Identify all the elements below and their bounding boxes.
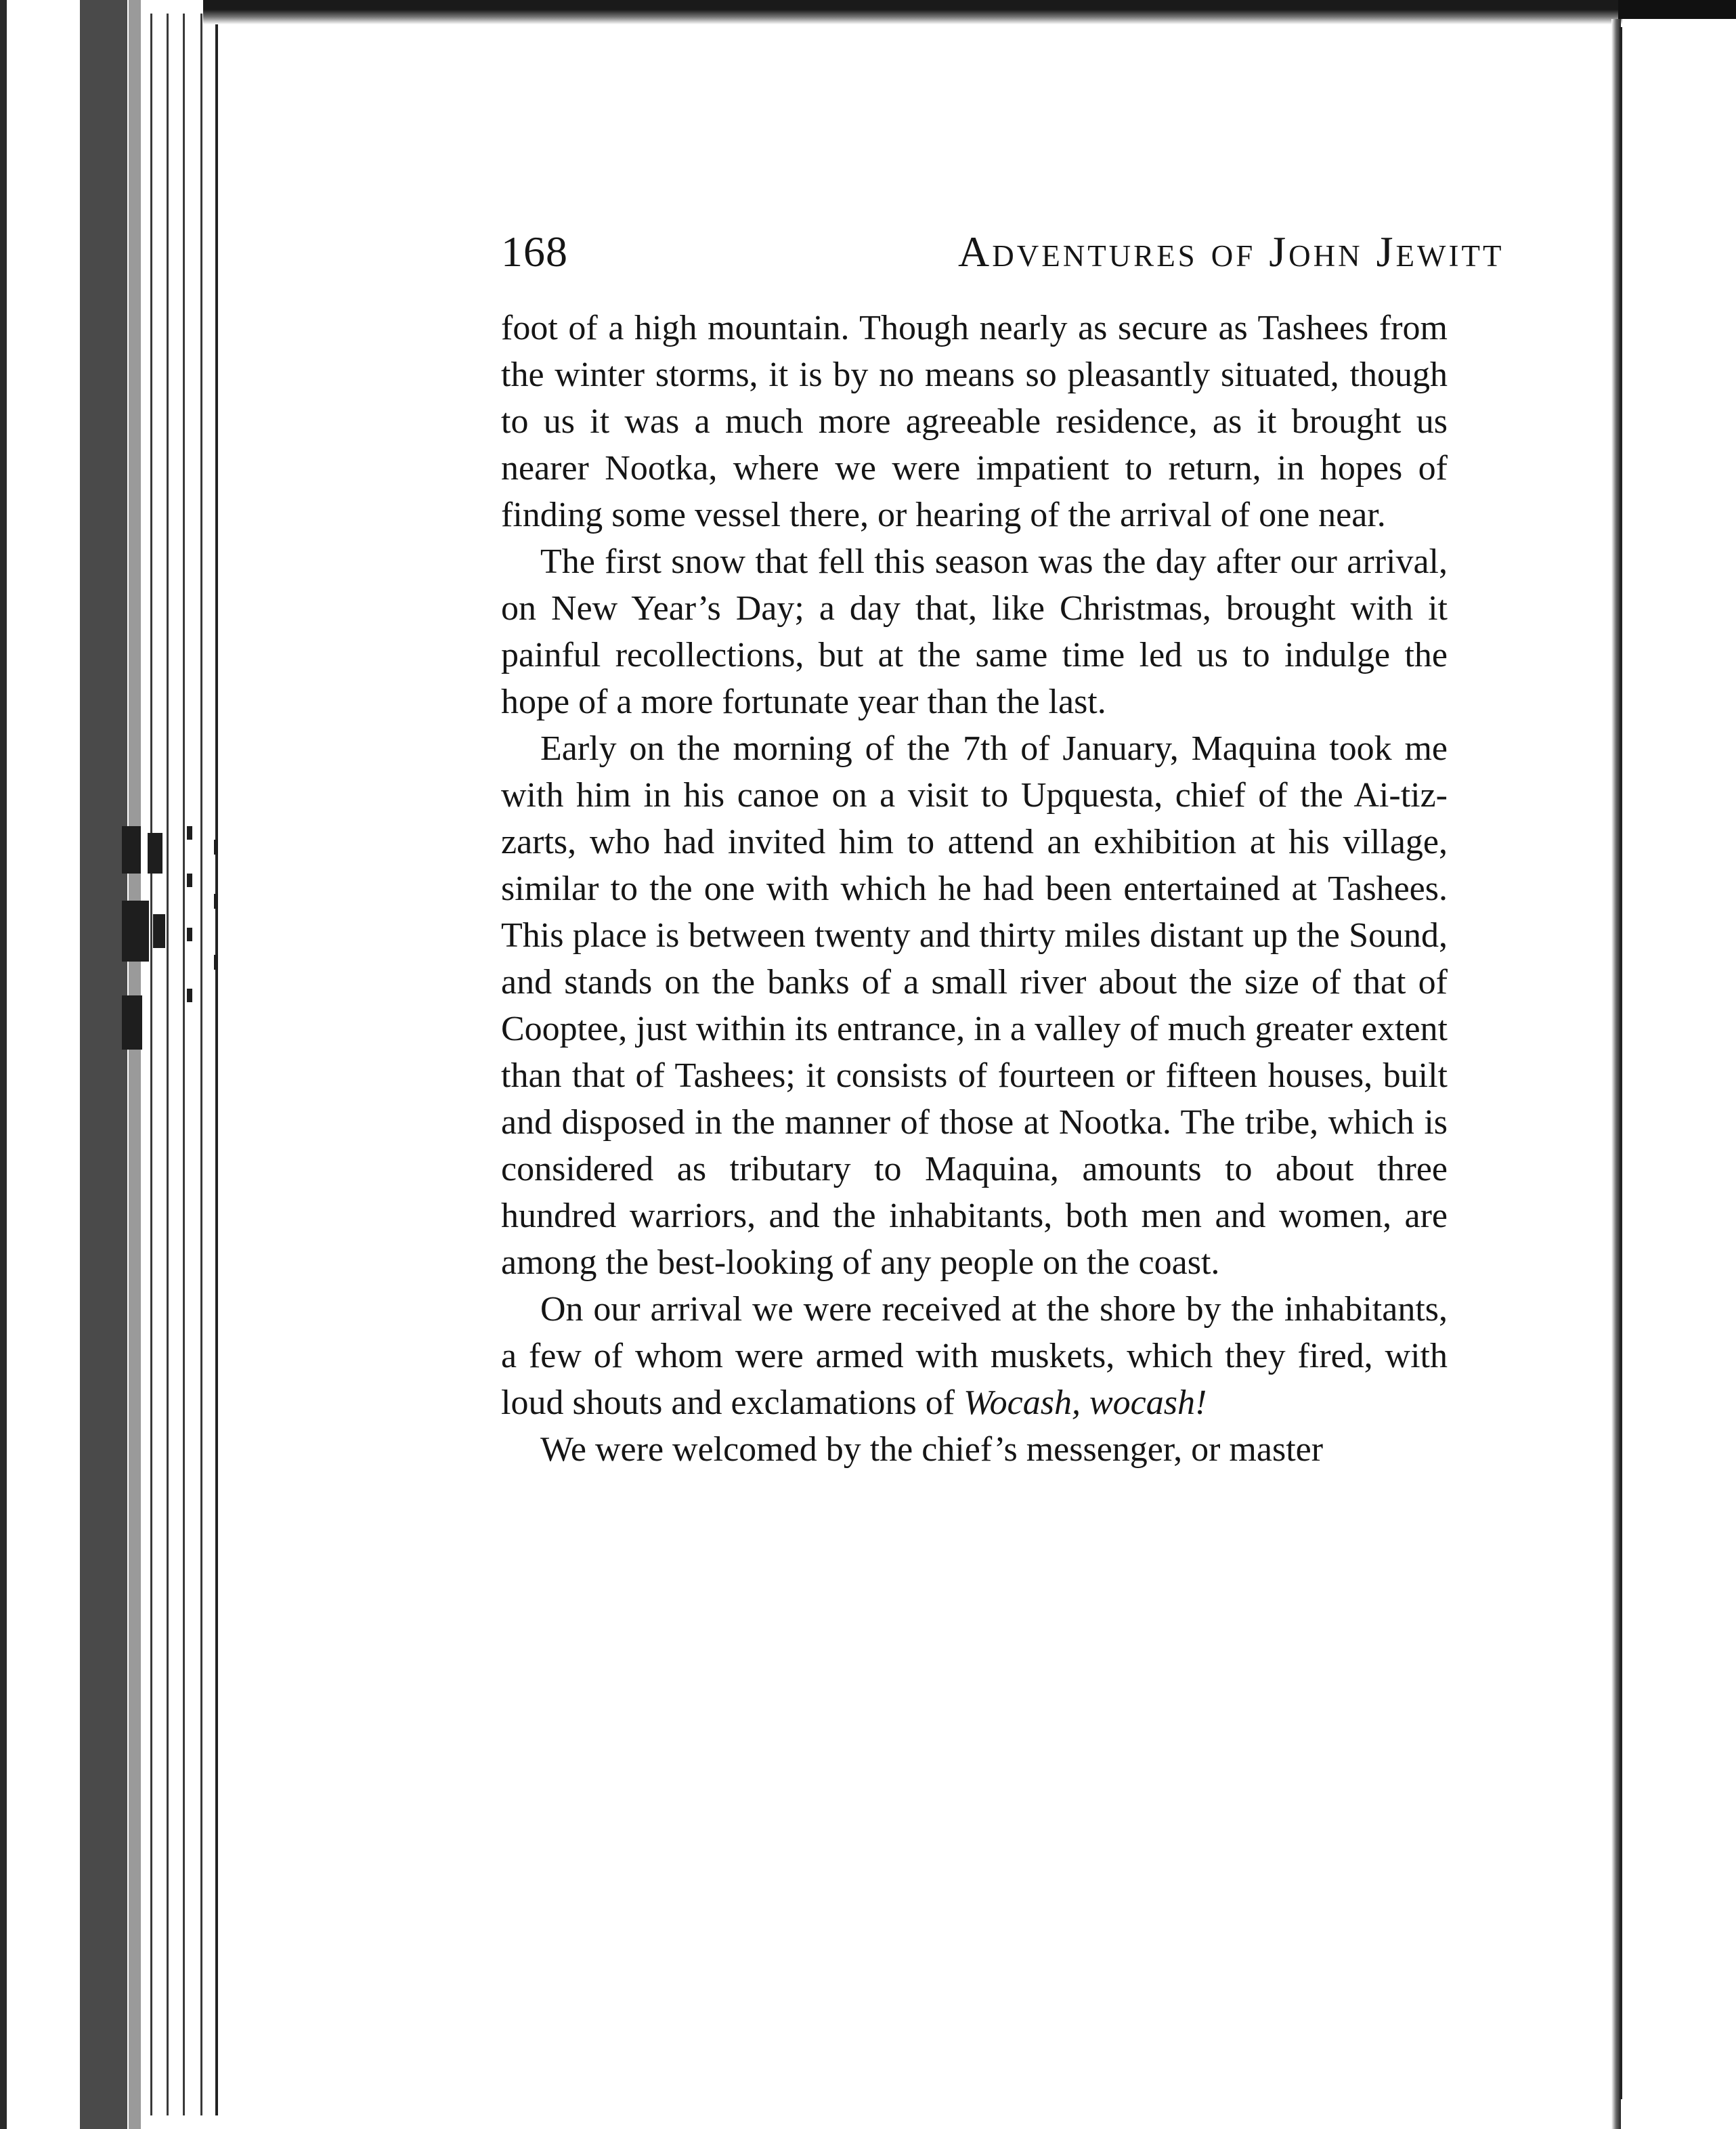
gutter-mark [187, 826, 192, 840]
paragraph-4-text: On our arrival we were received at the shore by the inhabitants, a few of whom were armed with muskets, which they fired, with loud shouts and exclamations of [501, 1290, 1448, 1422]
paragraph-1: foot of a high mountain. Though nearly as secure as Tashees from the winter storms, it is by no means so pleasantly situated, though to us it was a much more agreeable residence, as it brought us nearer Nootka, where we were impatient to return, in hopes of finding some vessel there, or hearing of the arrival of one near. [501, 309, 1448, 534]
paragraph-2: The first snow that fell this season was the day after our arrival, on New Year’s Day; a day that, like Christmas, brought with it painful recollections, but at the same time led us to indulge the hope of a more fortunate year than the last. [501, 542, 1448, 721]
gutter-mark [214, 955, 218, 970]
gutter-mark [153, 914, 165, 948]
gutter-mark [122, 826, 141, 874]
top-page-edge [203, 0, 1625, 24]
paragraph-5: We were welcomed by the chief’s messenger, or master [540, 1430, 1324, 1469]
gutter-mark [122, 901, 149, 962]
gutter-mark [187, 989, 192, 1002]
gutter-mark [148, 833, 162, 874]
facing-page [1622, 19, 1736, 2129]
gutter-mark [214, 840, 218, 855]
running-head [271, 227, 1504, 281]
gutter-mark [187, 874, 192, 887]
paragraph-4 [501, 1286, 1448, 1426]
binding-spine [80, 0, 127, 2129]
gutter-mark [214, 894, 218, 909]
gutter-mark [122, 995, 142, 1050]
gutter-mark [187, 928, 192, 941]
body-text [501, 305, 1448, 1473]
running-head-title: Adventures of John Jewitt [958, 228, 1504, 276]
top-right-edge [1618, 0, 1736, 19]
binding-shadow [0, 0, 7, 2129]
paragraph-3: Early on the morning of the 7th of January, Maquina took me with him in his canoe on a visit to Upquesta, chief of the Ai-tiz-zarts, who had invited him to attend an exhibition at his village, similar to the one with which he had been entertained at Tashees. This place is between twenty and thirty miles distant up the Sound, and stands on the banks of a small river about the size of that of Cooptee, just within its entrance, in a valley of much greater extent than that of Tashees; it consists of fourteen or fifteen houses, built and disposed in the manner of those at Nootka. The tribe, which is considered as tributary to Maquina, amounts to about three hundred warriors, and the inhabitants, both men and women, are among the best-looking of any people on the coast. [501, 729, 1448, 1282]
gutter-show-through-marks [122, 799, 230, 1083]
paragraph-4-italic-exclamation: Wocash, wocash! [963, 1383, 1207, 1422]
page-number: 168 [501, 228, 568, 276]
